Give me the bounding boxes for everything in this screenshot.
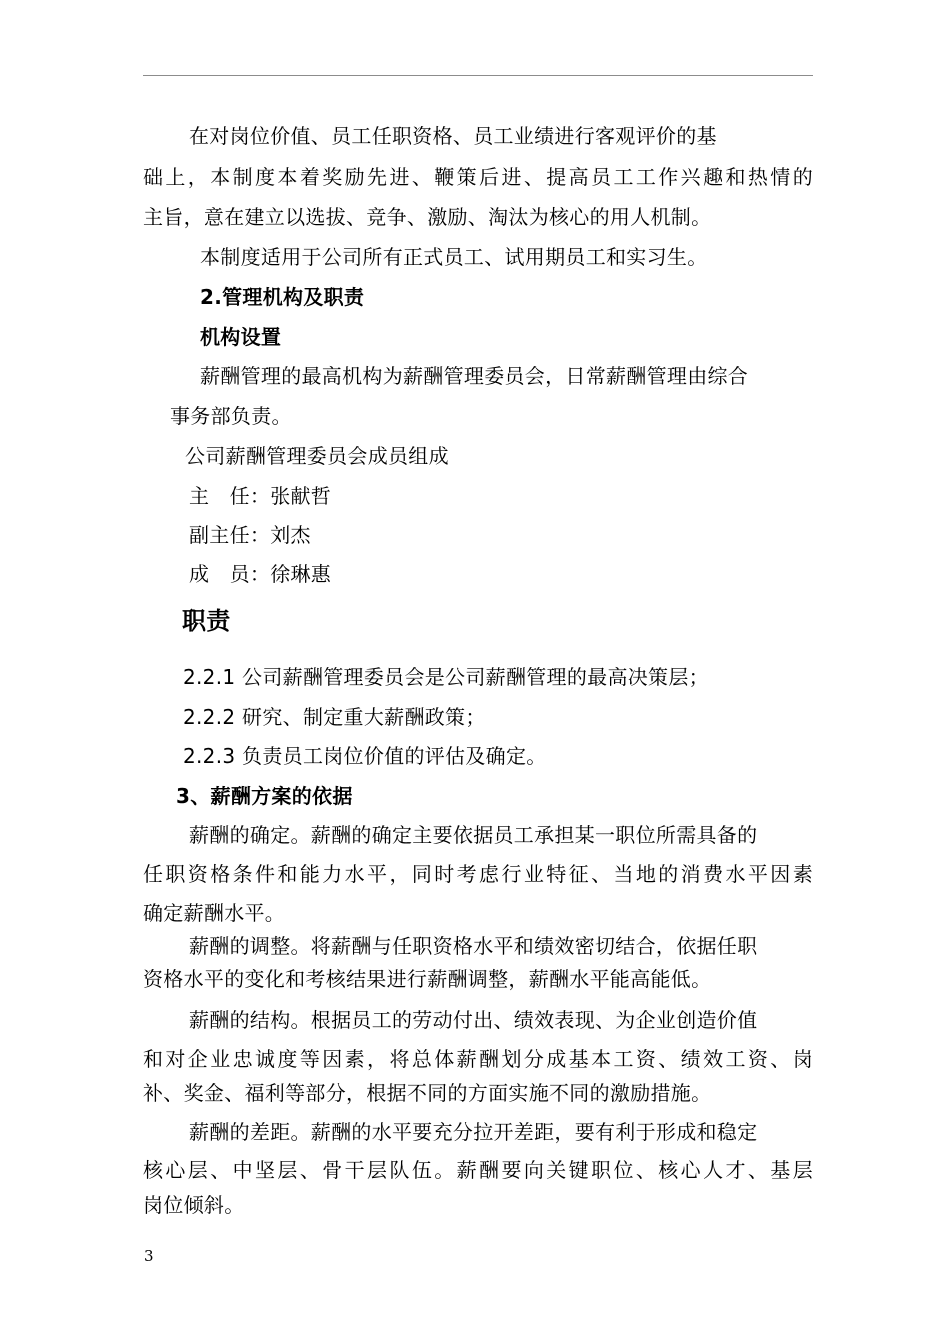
salary-adjustment-line-2: 资格水平的变化和考核结果进行薪酬调整，薪酬水平能高能低。 xyxy=(143,967,712,991)
org-setup-heading: 机构设置 xyxy=(200,325,282,349)
member-vice-chair: 副主任：刘杰 xyxy=(189,523,311,547)
salary-gap-line-2: 核心层、中坚层、骨干层队伍。薪酬要向关键职位、核心人才、基层 xyxy=(143,1158,813,1182)
salary-structure-line-3: 补、奖金、福利等部分，根据不同的方面实施不同的激励措施。 xyxy=(143,1081,712,1105)
salary-gap-line-1: 薪酬的差距。薪酬的水平要充分拉开差距，要有利于形成和稳定 xyxy=(189,1120,758,1144)
header-rule xyxy=(143,75,813,76)
duty-item: 2.2.1 公司薪酬管理委员会是公司薪酬管理的最高决策层； xyxy=(183,665,709,689)
salary-gap-line-3: 岗位倾斜。 xyxy=(143,1193,245,1217)
member-chair: 主 任：张献哲 xyxy=(189,484,332,508)
scope-text: 本制度适用于公司所有正式员工、试用期员工和实习生。 xyxy=(200,245,708,269)
salary-determination-line-1: 薪酬的确定。薪酬的确定主要依据员工承担某一职位所需具备的 xyxy=(189,823,758,847)
duty-item: 2.2.3 负责员工岗位价值的评估及确定。 xyxy=(183,744,547,768)
org-line-2: 事务部负责。 xyxy=(170,404,292,428)
section-2-heading: 2.管理机构及职责 xyxy=(200,285,365,309)
section-3-heading: 3、薪酬方案的依据 xyxy=(176,784,353,808)
salary-adjustment-line-1: 薪酬的调整。将薪酬与任职资格水平和绩效密切结合，依据任职 xyxy=(189,934,758,958)
intro-line-3: 主旨，意在建立以选拔、竞争、激励、淘汰为核心的用人机制。 xyxy=(143,205,712,229)
duty-item: 2.2.2 研究、制定重大薪酬政策； xyxy=(183,705,486,729)
intro-line-1: 在对岗位价值、员工任职资格、员工业绩进行客观评价的基 xyxy=(189,124,717,148)
page-number: 3 xyxy=(144,1247,154,1265)
salary-structure-line-2: 和对企业忠诚度等因素，将总体薪酬划分成基本工资、绩效工资、岗 xyxy=(143,1047,813,1071)
salary-determination-line-3: 确定薪酬水平。 xyxy=(143,901,286,925)
member-member: 成 员：徐琳惠 xyxy=(189,562,332,586)
salary-determination-line-2: 任职资格条件和能力水平，同时考虑行业特征、当地的消费水平因素 xyxy=(143,862,813,886)
salary-structure-line-1: 薪酬的结构。根据员工的劳动付出、绩效表现、为企业创造价值 xyxy=(189,1008,758,1032)
intro-line-2: 础上，本制度本着奖励先进、鞭策后进、提高员工工作兴趣和热情的 xyxy=(143,165,813,189)
committee-title: 公司薪酬管理委员会成员组成 xyxy=(185,444,449,468)
duties-heading: 职责 xyxy=(182,607,231,635)
org-line-1: 薪酬管理的最高机构为薪酬管理委员会，日常薪酬管理由综合 xyxy=(200,364,749,388)
